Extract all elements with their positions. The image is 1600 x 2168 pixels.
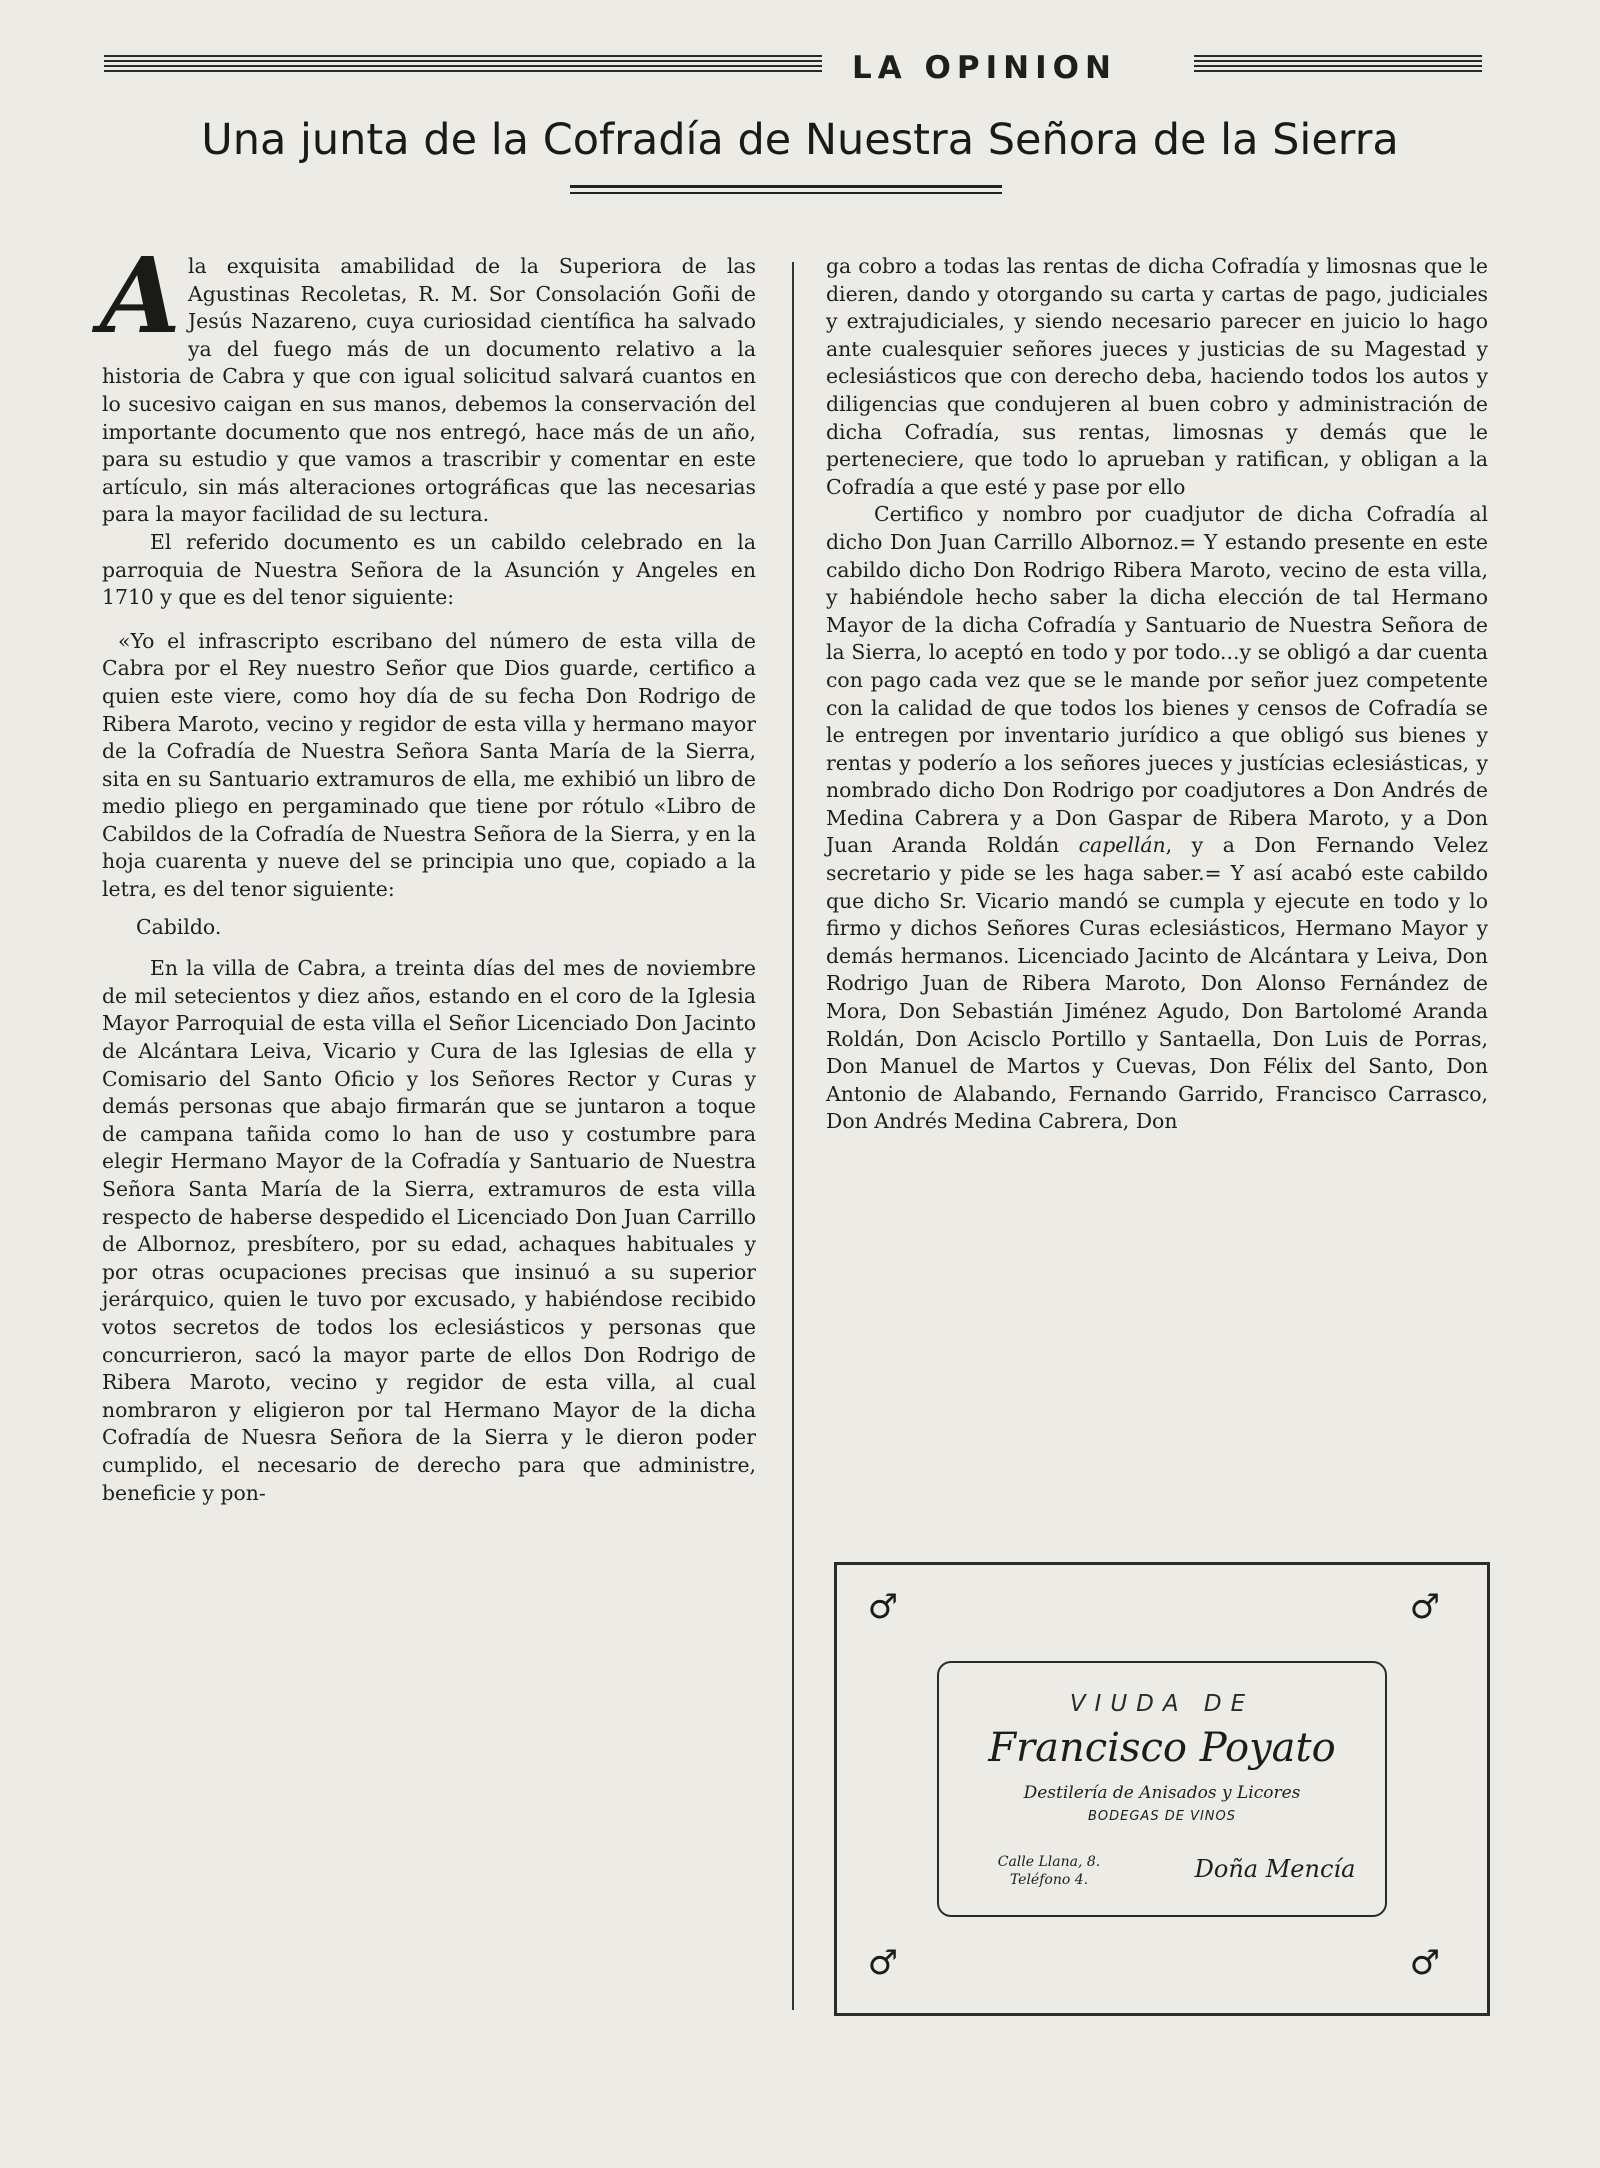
masthead-rule-left bbox=[104, 55, 822, 79]
paragraph-intro: Ala exquisita amabilidad de la Superiora de las Agustinas Recoletas, R. M. Sor Consolación Goñi de Jesús Nazareno, cuya curiosidad científica ha salvado ya del fuego más de un documento relativo a la historia de Cabra y que con igual solicitud salvará cuantos en lo sucesivo caigan en sus manos, debemos la conservación del importante documento que nos entregó, hace más de un año, para su estudio y que vamos a trascribir y comentar en este artículo, sin más alteraciones ortográficas que las necesarias para la mayor facilidad de su lectura. bbox=[100, 234, 756, 527]
headline-rule-top bbox=[570, 185, 1002, 188]
publication-title: LA OPINION bbox=[852, 50, 1117, 86]
ad-business-name: Francisco Poyato bbox=[988, 1725, 1336, 1771]
masthead bbox=[104, 48, 1482, 88]
masthead-rule-right bbox=[1194, 55, 1482, 79]
corner-ornament-icon: ♂ bbox=[1409, 1587, 1441, 1627]
article-column-right bbox=[826, 253, 1488, 1136]
ad-address bbox=[969, 1853, 1129, 1889]
headline-rule-bottom bbox=[570, 192, 1002, 194]
article-column-left bbox=[100, 234, 756, 1507]
corner-ornament-icon: ♂ bbox=[867, 1587, 899, 1627]
paragraph-nombramiento: Certifico y nombro por cuadjutor de dicha Cofradía al dicho Don Juan Carrillo Albornoz.= Y estando presente en este cabildo dicho Don Rodrigo Ribera Maroto, vecino de esta villa, y habiéndole hecho saber la dicha elección de tal Hermano Mayor de la dicha Cofradía y Santuario de Nuestra Señora de la Sierra, lo aceptó en todo y por todo...y se obligó a dar cuenta con pago cada vez que se le mande por señor juez competente con la calidad de que todos los bienes y censos de Cofradía se le entregen por inventario jurídico a que obligó sus bienes y rentas y poderío a los señores jueces y justícias eclesiásticas, y nombrado dicho Don Rodrigo por coadjutores a Don Andrés de Medina Cabrera y a Don Gaspar de Ribera Maroto, y a Don Juan Aranda Roldán capellán, y a Don Fernando Velez secretario y pide se les haga saber.= Y así acabó este cabildo que dicho Sr. Vicario mandó se cumpla y ejecute en todo y lo firmo y dichos Señores Curas eclesiásticos, Hermano Mayor y demás hermanos. Licenciado Jacinto de Alcántara y Leiva, Don Rodrigo Juan de Ribera Maroto, Don Alonso Fernández de Mora, Don Sebastián Jiménez Agudo, Don Bartolomé Aranda Roldán, Don Acisclo Portillo y Santaella, Don Luis de Porras, Don Manuel de Martos y Cuevas, Don Félix del Santo, Don Antonio de Alabando, Fernando Garrido, Francisco Carrasco, Don Andrés Medina Cabrera, Don bbox=[826, 502, 1489, 1134]
ad-phone: Teléfono 4. bbox=[1009, 1872, 1089, 1888]
paragraph-cabildo: En la villa de Cabra, a treinta días del mes de noviembre de mil setecientos y diez años, estando en el coro de la Iglesia Mayor Parroquial de esta villa el Señor Licenciado Don Jacinto de Alcántara Leiva, Vicario y Cura de las Iglesias de ella y Comisario del Santo Oficio y los Señores Rector y Curas y demás personas que abajo firmarán que se juntaron a toque de campana tañida como lo han de uso y costumbre para elegir Hermano Mayor de la Cofradía y Santuario de Nuestra Señora Santa María de la Sierra, extramuros de esta villa respecto de haberse despedido el Licenciado Don Juan Carrillo de Albornoz, presbítero, por su edad, achaques habituales y por otras ocupaciones precisas que insinuó a su superior jerárquico, quien le tuvo por excusado, y habiéndose recibido votos secretos de todos los eclesiásticos y personas que concurrieron, sacó la mayor parte de ellos Don Rodrigo de Ribera Maroto, vecino y regidor de esta villa, al cual nombraron y eligieron por tal Hermano Mayor de la dicha Cofradía de Nuesra Señora de la Sierra y le dieron poder cumplido, el necesario de derecho para que administre, beneficie y pon- bbox=[102, 956, 756, 1505]
capellan-italic: capellán bbox=[1078, 833, 1166, 858]
dropcap: A bbox=[100, 234, 181, 357]
ad-viuda-de: VIUDA DE bbox=[1069, 1691, 1255, 1717]
advertisement-panel bbox=[937, 1661, 1387, 1917]
paragraph-continued: ga cobro a todas las rentas de dicha Cofradía y limosnas que le dieren, dando y otorgando su carta y cartas de pago, judiciales y extrajudiciales, y siendo necesario parecer en juicio lo hago ante cualesquier señores jueces y justicias de su Magestad y eclesiásticos que con derecho deba, haciendo todos los autos y diligencias que condujeren al buen cobro y administración de dicha Cofradía, sus rentas, limosnas y demás que le perteneciere, que todo lo aprueban y ratifican, y obligan a la Cofradía a que esté y pase por ello bbox=[826, 254, 1488, 499]
advertisement-box bbox=[834, 1562, 1490, 2016]
corner-ornament-icon: ♂ bbox=[867, 1943, 899, 1983]
paragraph-certification: «Yo el infrascripto escribano del número de esta villa de Cabra por el Rey nuestro Señor que Dios guarde, certifico a quien este viere, como hoy día de su fecha Don Rodrigo de Ribera Maroto, vecino y regidor de esta villa y hermano mayor de la Cofradía de Nuestra Señora Santa María de la Sierra, sita en su Santuario extramuros de ella, me exhibió un libro de medio pliego en pergaminado que tiene por rótulo «Libro de Cabildos de la Cofradía de Nuestra Señora de la Sierra, y en la hoja cuarenta y nueve del se principia uno que, copiado a la letra, es del tenor siguiente: bbox=[102, 628, 756, 902]
article-headline: Una junta de la Cofradía de Nuestra Señora de la Sierra bbox=[201, 115, 1399, 165]
ad-bodegas: BODEGAS DE VINOS bbox=[1087, 1809, 1237, 1824]
column-divider bbox=[792, 262, 794, 2010]
cabildo-heading: Cabildo. bbox=[136, 914, 222, 939]
paragraph-document: El referido documento es un cabildo celebrado en la parroquia de Nuestra Señora de la Asunción y Angeles en 1710 y que es del tenor siguiente: bbox=[102, 529, 756, 610]
ad-street: Calle Llana, 8. bbox=[997, 1854, 1101, 1870]
ad-town: Doña Mencía bbox=[1194, 1855, 1356, 1883]
corner-ornament-icon: ♂ bbox=[1409, 1943, 1441, 1983]
ad-tagline: Destilería de Anisados y Licores bbox=[1023, 1783, 1301, 1803]
